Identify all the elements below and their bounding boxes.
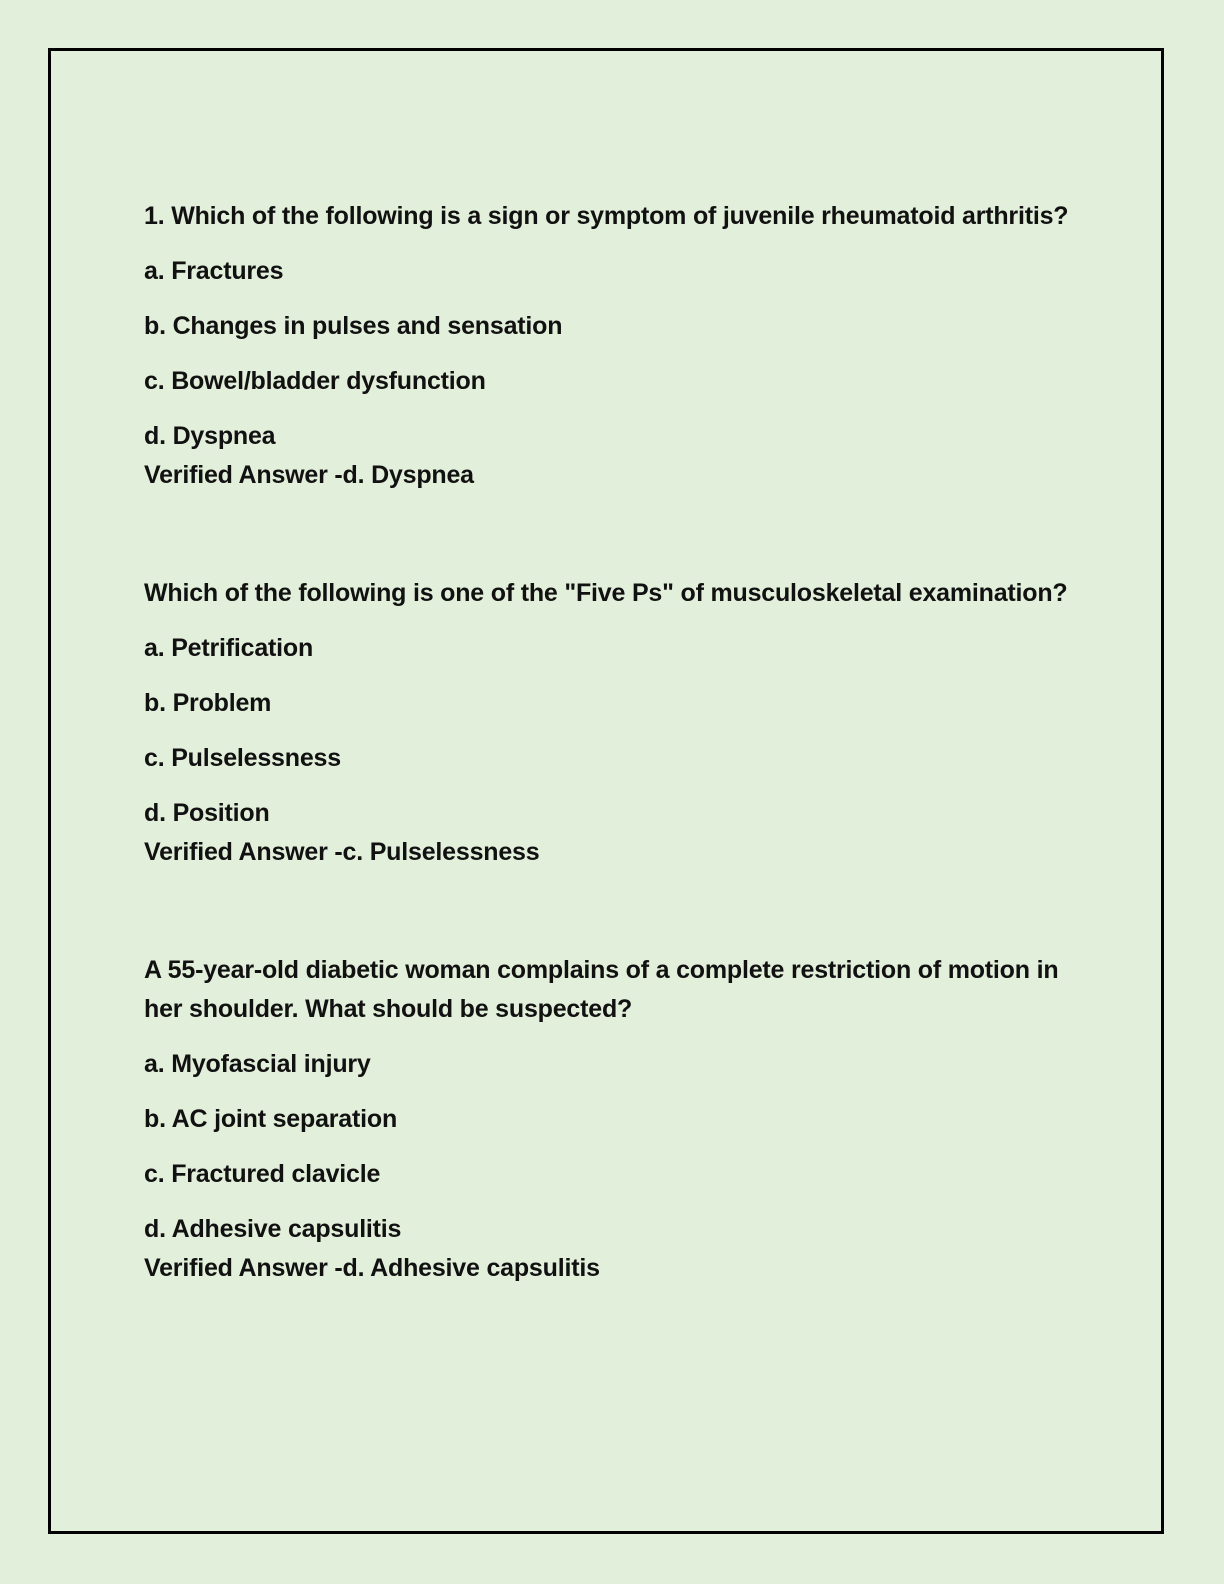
- option-c: c. Bowel/bladder dysfunction: [144, 367, 486, 395]
- option-b: b. AC joint separation: [144, 1105, 398, 1133]
- option-d: d. Adhesive capsulitis: [144, 1215, 402, 1243]
- question-text: A 55-year-old diabetic woman complains of a complete restriction of motion in her shoulder. What should be suspected?: [144, 956, 1059, 1023]
- question-block-2: [144, 574, 1094, 872]
- verified-answer: Verified Answer -d. Adhesive capsulitis: [144, 1254, 600, 1282]
- question-text: 1. Which of the following is a sign or symptom of juvenile rheumatoid arthritis?: [144, 202, 1069, 230]
- option-a: a. Myofascial injury: [144, 1050, 371, 1078]
- option-c: c. Pulselessness: [144, 744, 341, 772]
- question-text: Which of the following is one of the "Five Ps" of musculoskeletal examination?: [144, 579, 1068, 607]
- option-c: c. Fractured clavicle: [144, 1160, 381, 1188]
- verified-answer: Verified Answer -d. Dyspnea: [144, 461, 474, 489]
- option-d: d. Position: [144, 799, 270, 827]
- question-block-3: [144, 951, 1094, 1288]
- verified-answer: Verified Answer -c. Pulselessness: [144, 838, 540, 866]
- option-d: d. Dyspnea: [144, 422, 276, 450]
- document-content: [144, 197, 1094, 1288]
- option-a: a. Fractures: [144, 257, 284, 285]
- option-b: b. Problem: [144, 689, 272, 717]
- question-block-1: [144, 197, 1094, 495]
- option-b: b. Changes in pulses and sensation: [144, 312, 563, 340]
- option-a: a. Petrification: [144, 634, 314, 662]
